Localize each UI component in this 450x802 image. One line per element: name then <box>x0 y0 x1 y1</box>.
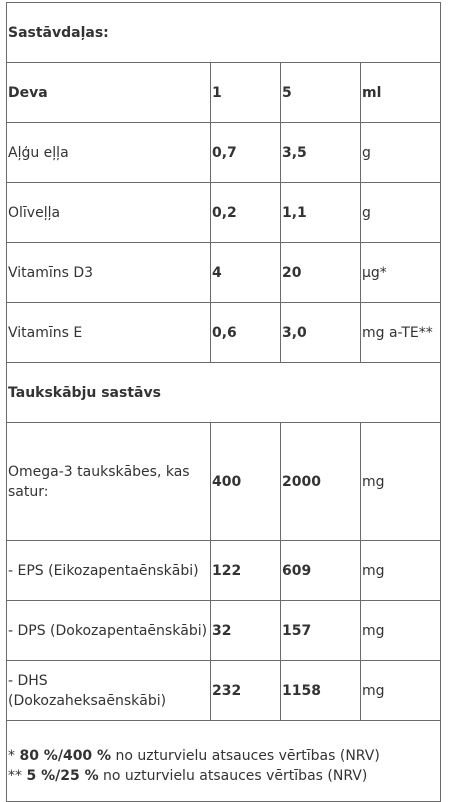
value-1: 32 <box>211 601 281 661</box>
value-1: 4 <box>211 243 281 303</box>
value-5: 1158 <box>281 661 361 721</box>
table-row <box>7 243 441 303</box>
unit: g <box>361 123 441 183</box>
header-row <box>7 63 441 123</box>
table-row <box>7 123 441 183</box>
unit: mg <box>361 541 441 601</box>
value-1: 0,6 <box>211 303 281 363</box>
value-5: 2000 <box>281 423 361 541</box>
ingredients-table <box>6 2 441 802</box>
fatty-acid-name: - DHS (Dokozaheksaēnskābi) <box>7 661 211 721</box>
value-5: 1,1 <box>281 183 361 243</box>
ingredient-name: Vitamīns D3 <box>7 243 211 303</box>
ingredient-name: Vitamīns E <box>7 303 211 363</box>
header-col-1: 1 <box>211 63 281 123</box>
value-1: 232 <box>211 661 281 721</box>
table-row <box>7 303 441 363</box>
footnotes <box>7 721 441 802</box>
footnote-1 <box>8 746 440 766</box>
value-1: 400 <box>211 423 281 541</box>
footnote-text: no uzturvielu atsauces vērtības (NRV) <box>111 748 380 764</box>
table-row <box>7 541 441 601</box>
ingredient-name: Olīveļļa <box>7 183 211 243</box>
unit: g <box>361 183 441 243</box>
section-title: Sastāvdaļas: <box>7 3 441 63</box>
value-5: 20 <box>281 243 361 303</box>
footnote-percent: 5 %/25 % <box>26 768 99 784</box>
header-dose: Deva <box>7 63 211 123</box>
footnote-mark: ** <box>8 768 27 784</box>
value-1: 0,7 <box>211 123 281 183</box>
table-row <box>7 423 441 541</box>
unit: mg <box>361 661 441 721</box>
value-5: 609 <box>281 541 361 601</box>
footnote-row <box>7 721 441 802</box>
title-row <box>7 3 441 63</box>
table-row <box>7 183 441 243</box>
footnote-mark: * <box>8 748 20 764</box>
value-1: 122 <box>211 541 281 601</box>
footnote-2 <box>8 766 440 786</box>
table-row <box>7 661 441 721</box>
value-5: 3,5 <box>281 123 361 183</box>
header-unit: ml <box>361 63 441 123</box>
ingredient-name: Aļģu eļļa <box>7 123 211 183</box>
fatty-acids-title: Taukskābju sastāvs <box>7 363 441 423</box>
value-5: 157 <box>281 601 361 661</box>
value-5: 3,0 <box>281 303 361 363</box>
fatty-acid-name: - EPS (Eikozapentaēnskābi) <box>7 541 211 601</box>
unit: mg <box>361 423 441 541</box>
unit: mg <box>361 601 441 661</box>
footnote-text: no uzturvielu atsauces vērtības (NRV) <box>98 768 368 784</box>
unit: mg a-TE** <box>361 303 441 363</box>
value-1: 0,2 <box>211 183 281 243</box>
header-col-5: 5 <box>281 63 361 123</box>
footnote-percent: 80 %/400 % <box>19 748 112 764</box>
table-row <box>7 601 441 661</box>
fatty-acid-name: - DPS (Dokozapentaēnskābi) <box>7 601 211 661</box>
fatty-title-row <box>7 363 441 423</box>
fatty-acid-name: Omega-3 taukskābes, kas satur: <box>7 423 211 541</box>
unit: µg* <box>361 243 441 303</box>
